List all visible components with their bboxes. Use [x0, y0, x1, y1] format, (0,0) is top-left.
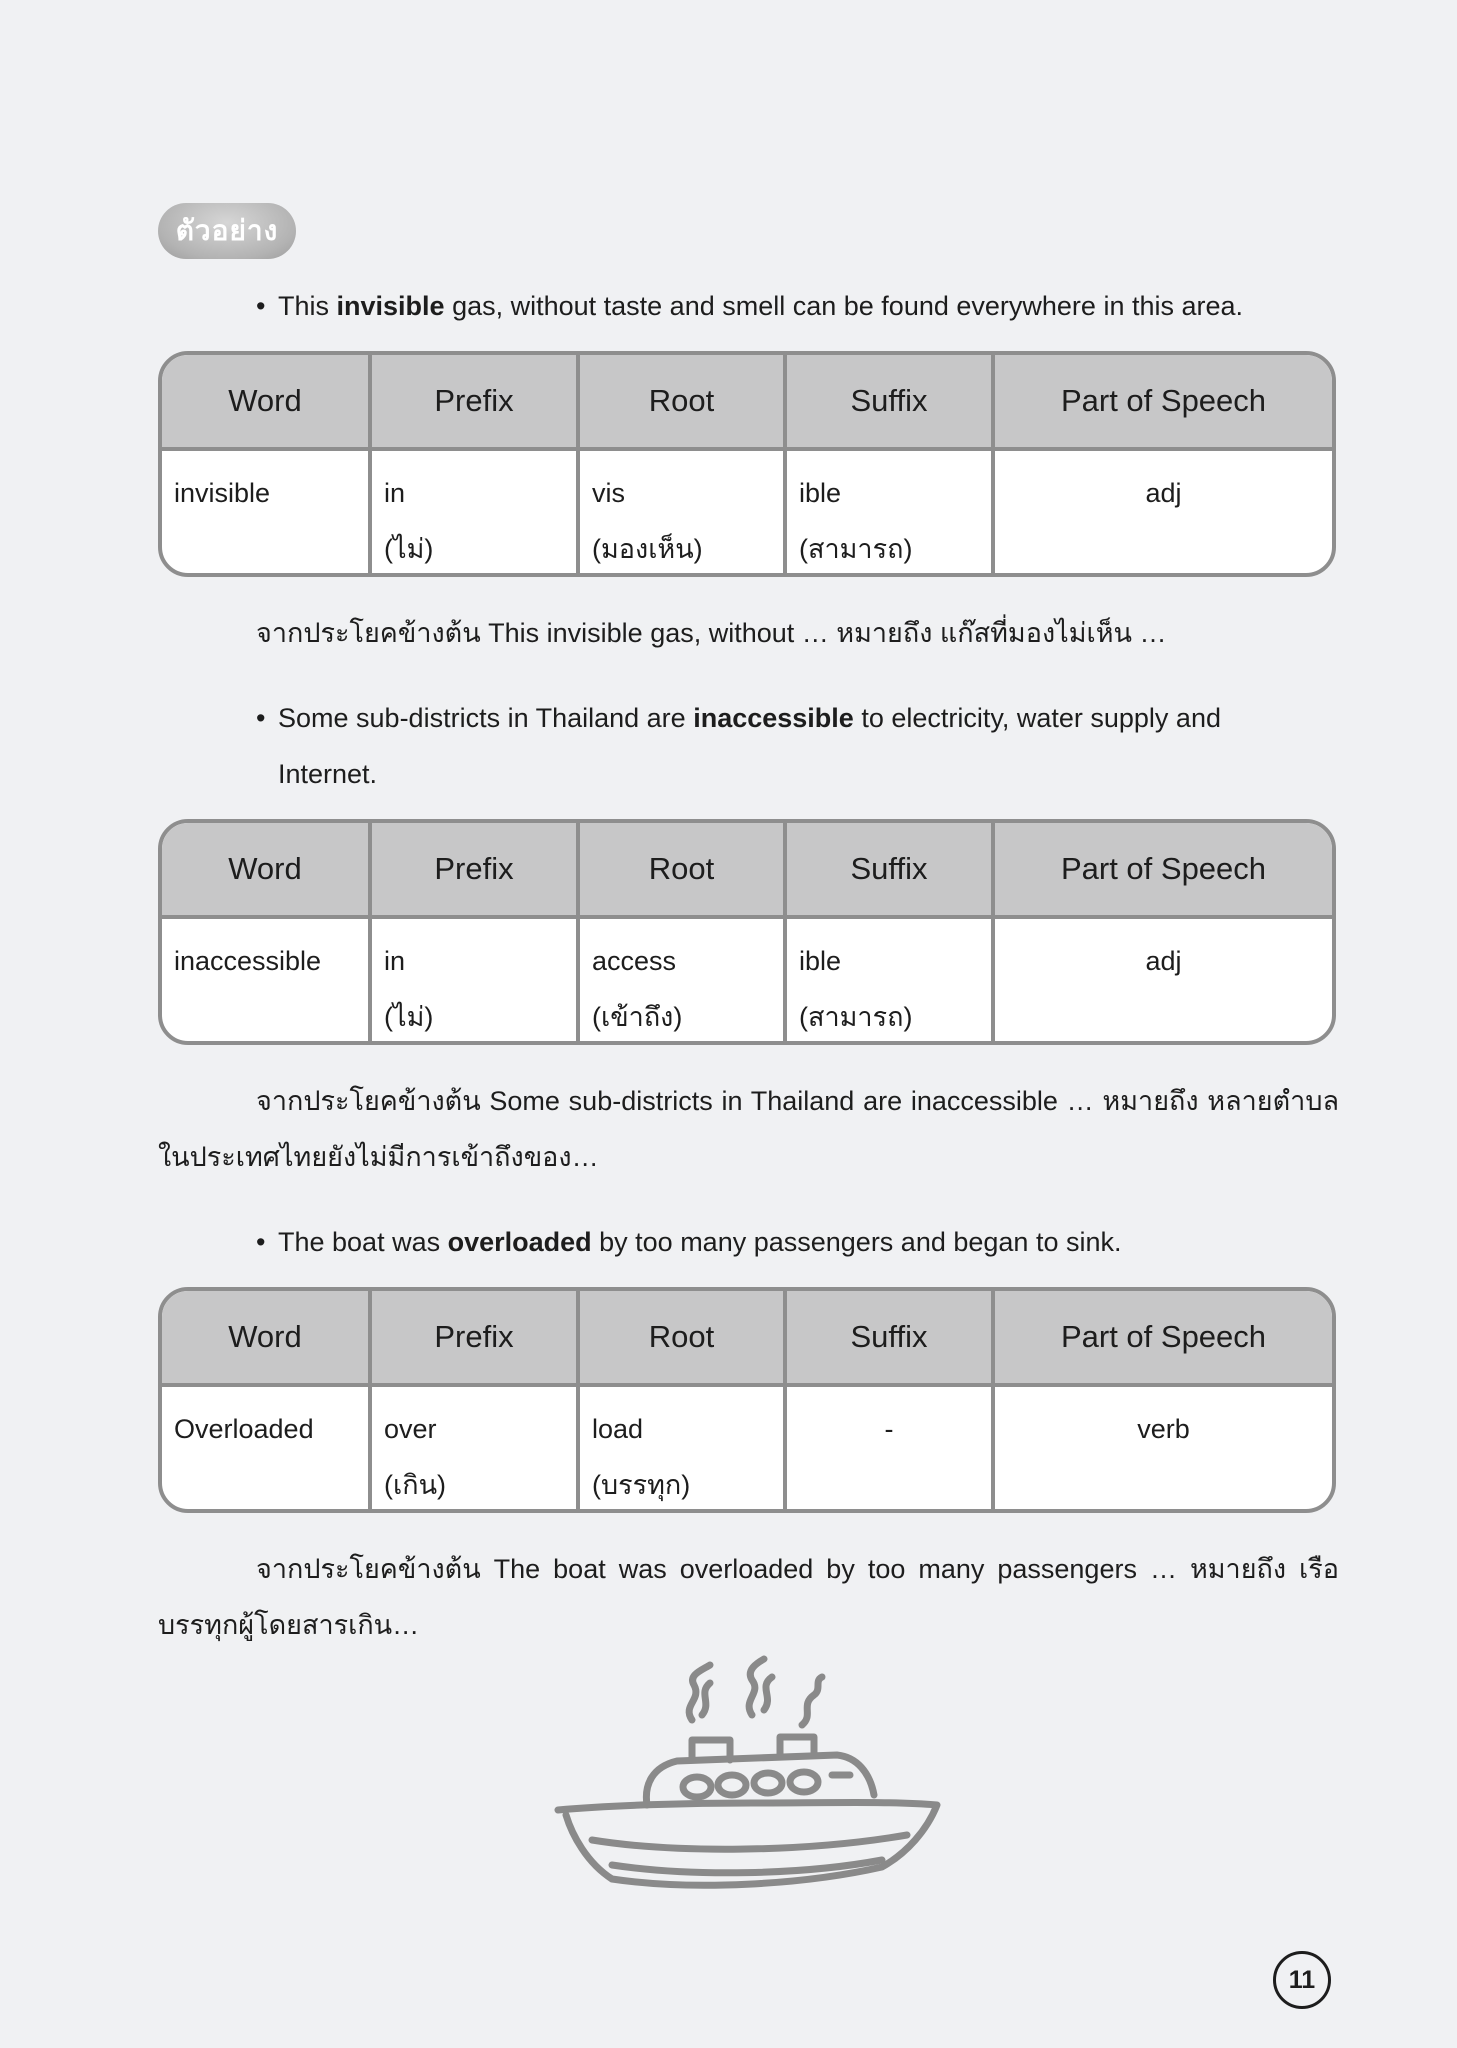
- pos-cell: verb: [1137, 1414, 1190, 1444]
- word-cell: inaccessible: [174, 946, 322, 976]
- root-cell: vis (มองเห็น): [592, 478, 703, 564]
- target-word: inaccessible: [693, 703, 854, 733]
- example-sentence-1: • This invisible gas, without taste and smell can be found everywhere in this area.: [256, 291, 1244, 321]
- suffix-cell: -: [884, 1414, 894, 1444]
- word-cell: invisible: [174, 478, 271, 508]
- example-badge: ตัวอย่าง: [158, 203, 296, 259]
- word-table-2: [158, 819, 1336, 1045]
- pos-cell: adj: [1145, 478, 1182, 508]
- col-pos: Part of Speech adj: [995, 355, 1332, 573]
- word-cell: Overloaded: [174, 1414, 314, 1444]
- pos-cell: adj: [1145, 946, 1182, 976]
- col-suffix: Suffix ible (สามารถ): [787, 823, 995, 1041]
- word-table-1: [158, 351, 1336, 577]
- ship-illustration-icon: [552, 1655, 942, 1900]
- col-suffix: Suffix -: [787, 1291, 995, 1509]
- target-word: invisible: [336, 291, 445, 321]
- meaning-3: จากประโยคข้างต้น The boat was overloaded by too many passengers … หมายถึง เรือบรรทุกผู้โดยสารเกิน…: [158, 1554, 1339, 1640]
- page-number: 11: [1273, 1951, 1331, 2009]
- col-word: Word inaccessible: [162, 823, 372, 1041]
- example-sentence-2: • Some sub-districts in Thailand are inaccessible to electricity, water supply and Internet.: [256, 703, 1221, 789]
- col-pos: Part of Speech adj: [995, 823, 1332, 1041]
- col-suffix: Suffix ible (สามารถ): [787, 355, 995, 573]
- col-root: Root vis (มองเห็น): [580, 355, 787, 573]
- col-prefix: Prefix over (เกิน): [372, 1291, 580, 1509]
- meaning-1: จากประโยคข้างต้น This invisible gas, without … หมายถึง แก๊สที่มองไม่เห็น …: [256, 618, 1167, 648]
- prefix-cell: in (ไม่): [384, 946, 434, 1032]
- col-word: Word invisible: [162, 355, 372, 573]
- col-prefix: Prefix in (ไม่): [372, 355, 580, 573]
- root-cell: load (บรรทุก): [592, 1414, 691, 1500]
- root-cell: access (เข้าถึง): [592, 946, 683, 1032]
- col-prefix: Prefix in (ไม่): [372, 823, 580, 1041]
- example-sentence-3: • The boat was overloaded by too many passengers and began to sink.: [256, 1227, 1122, 1257]
- col-root: Root access (เข้าถึง): [580, 823, 787, 1041]
- col-pos: Part of Speech verb: [995, 1291, 1332, 1509]
- col-root: Root load (บรรทุก): [580, 1291, 787, 1509]
- prefix-cell: in (ไม่): [384, 478, 434, 564]
- prefix-cell: over (เกิน): [384, 1414, 447, 1500]
- suffix-cell: ible (สามารถ): [799, 478, 913, 564]
- meaning-2: จากประโยคข้างต้น Some sub-districts in Thailand are inaccessible … หมายถึง หลายตำบลในประเทศไทยยังไม่มีการเข้าถึงของ…: [158, 1086, 1339, 1172]
- word-table-3: [158, 1287, 1336, 1513]
- target-word: overloaded: [447, 1227, 592, 1257]
- col-word: Word Overloaded: [162, 1291, 372, 1509]
- suffix-cell: ible (สามารถ): [799, 946, 913, 1032]
